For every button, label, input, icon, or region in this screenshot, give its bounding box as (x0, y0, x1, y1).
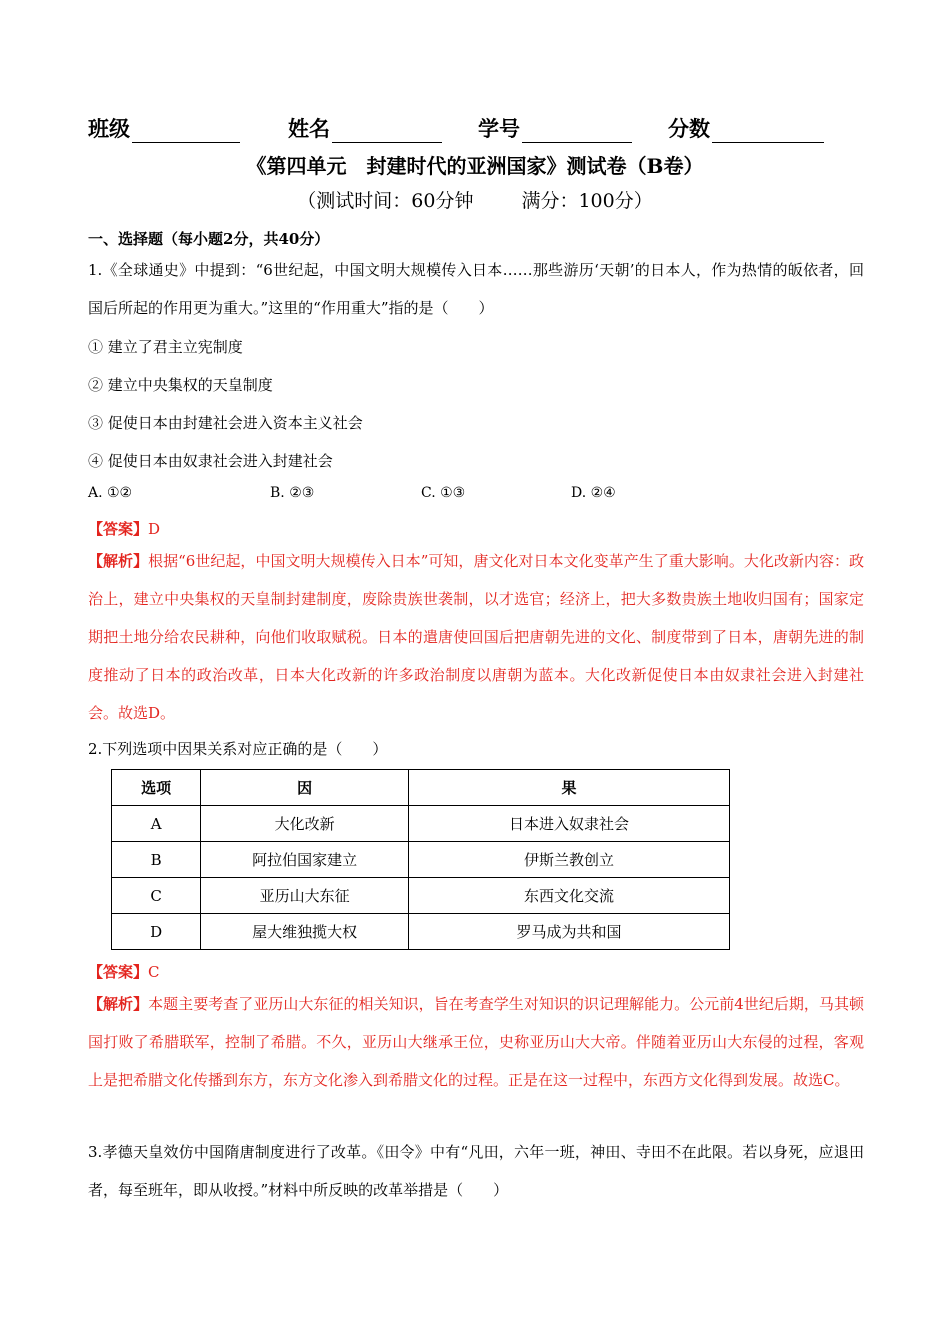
table-header-row (112, 770, 730, 806)
q2-analysis (88, 985, 864, 1099)
q1-item-3: ③ 促使日本由封建社会进入资本主义社会 (88, 414, 363, 432)
table-cell: 大化改新 (201, 806, 409, 842)
table-row (112, 842, 730, 878)
table-cell: 屋大维独揽大权 (201, 914, 409, 950)
page-subtitle (0, 186, 950, 213)
q1-answer (88, 518, 160, 539)
q1-analysis (88, 542, 864, 732)
q1-stem: 1.《全球通史》中提到：“6世纪起，中国文明大规模传入日本……那些游历‘天朝’的日本人，作为热情的皈依者，回国后所起的作用更为重大。”这里的“作用重大”指的是（ ） (88, 261, 864, 317)
q3-stem: 3.孝德天皇效仿中国隋唐制度进行了改革。《田令》中有“凡田，六年一班，神田、寺田不在此限。若以身死，应退田者，每至班年，即从收授。”材料中所反映的改革举措是（ ） (88, 1143, 864, 1199)
number-field (478, 113, 632, 143)
q1-item-1: ① 建立了君主立宪制度 (88, 338, 243, 356)
q1-item-4: ④ 促使日本由奴隶社会进入封建社会 (88, 452, 333, 470)
section-title: 一、选择题（每小题2分，共40分） (88, 230, 330, 248)
score-label: 分数 (668, 116, 710, 141)
table-header-cell: 果 (408, 770, 729, 806)
class-field (88, 113, 240, 143)
table-cell: A (112, 806, 201, 842)
table-cell: 亚历山大东征 (201, 878, 409, 914)
name-label: 姓名 (288, 116, 330, 141)
q2-analysis-text: 本题主要考查了亚历山大东征的相关知识，旨在考查学生对知识的识记理解能力。公元前4世纪后期，马其顿国打败了希腊联军，控制了希腊。不久，亚历山大继承王位，史称亚历山大大帝。伴随着亚历山大东侵的过程，客观上是把希腊文化传播到东方，东方文化渗入到希腊文化的过程。正是在这一过程中，东西方文化得到发展。故选C。 (88, 995, 864, 1089)
q1-analysis-label: 【解析】 (88, 552, 149, 570)
q2-table (111, 769, 730, 950)
table-header-cell: 选项 (112, 770, 201, 806)
table-cell: 罗马成为共和国 (408, 914, 729, 950)
score-field (668, 113, 824, 143)
table-row (112, 878, 730, 914)
page-title: 《第四单元 封建时代的亚洲国家》测试卷（B卷） (246, 154, 704, 178)
table-cell: B (112, 842, 201, 878)
q2-analysis-label: 【解析】 (88, 995, 149, 1013)
table-cell: D (112, 914, 201, 950)
table-cell: 伊斯兰教创立 (408, 842, 729, 878)
q2-stem: 2.下列选项中因果关系对应正确的是（ ） (88, 740, 388, 758)
q1-item-2: ② 建立中央集权的天皇制度 (88, 376, 273, 394)
class-label: 班级 (88, 116, 130, 141)
test-time: （测试时间：60分钟 (297, 190, 474, 212)
q1-option-d: D. ②④ (571, 485, 616, 501)
name-field (288, 113, 442, 143)
table-row (112, 914, 730, 950)
q1-option-a: A. ①② (88, 485, 133, 501)
q1-analysis-text: 根据“6世纪起，中国文明大规模传入日本”可知，唐文化对日本文化变革产生了重大影响。大化改新内容：政治上，建立中央集权的天皇制封建制度，废除贵族世袭制，以才选官；经济上，把大多数贵族土地收归国有；国家定期把土地分给农民耕种，向他们收取赋税。日本的遣唐使回国后把唐朝先进的文化、制度带到了日本，唐朝先进的制度推动了日本的政治改革，日本大化改新的许多政治制度以唐朝为蓝本。大化改新促使日本由奴隶社会进入封建社会。故选D。 (88, 552, 864, 722)
score-blank (712, 122, 824, 143)
q1-option-b: B. ②③ (270, 485, 315, 501)
table-row (112, 806, 730, 842)
table-cell: 日本进入奴隶社会 (408, 806, 729, 842)
q1-option-c: C. ①③ (421, 485, 466, 501)
q1-answer-value: D (148, 520, 161, 538)
number-label: 学号 (478, 116, 520, 141)
name-blank (332, 122, 442, 143)
table-cell: 阿拉伯国家建立 (201, 842, 409, 878)
q2-answer-value: C (148, 963, 160, 981)
number-blank (522, 122, 632, 143)
table-cell: 东西文化交流 (408, 878, 729, 914)
q2-answer-label: 【答案】 (88, 963, 149, 981)
q1-answer-label: 【答案】 (88, 520, 149, 538)
table-cell: C (112, 878, 201, 914)
q2-answer (88, 961, 160, 982)
table-header-cell: 因 (201, 770, 409, 806)
class-blank (132, 122, 240, 143)
full-score: 满分：100分） (521, 190, 653, 212)
